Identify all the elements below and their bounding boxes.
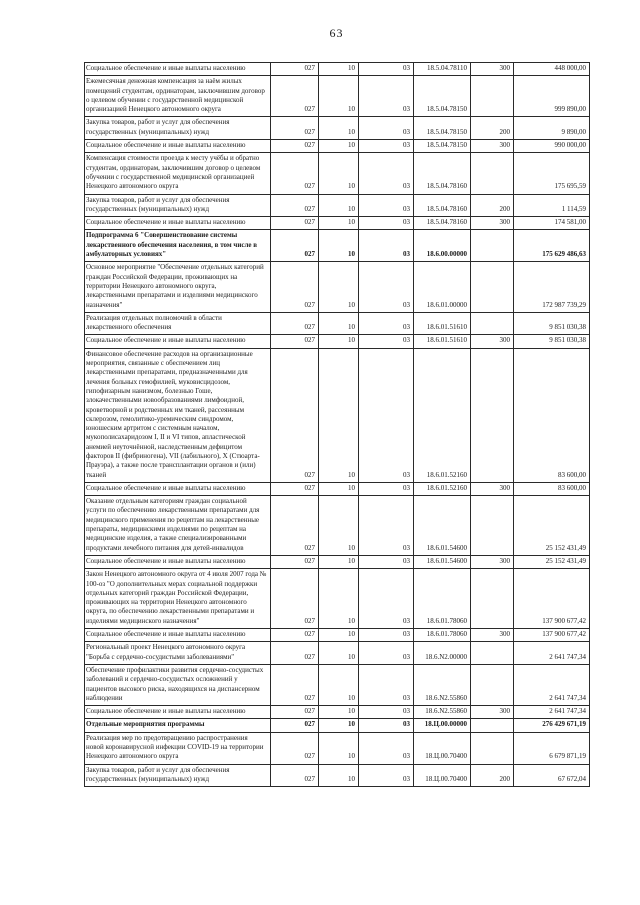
cell-subsection-code: 03 [359,482,414,495]
cell-section-code: 10 [319,642,359,665]
cell-description: Оказание отдельным категориям граждан социальной услуги по обеспечению лекарственными препаратами для медицинского применения по рецептам на лекарственные препараты, медицинскими изделиями по рецептам на медицинские изделия, а также специализированными продуктами лечебного питания для детей-инвалидов [85,496,271,556]
cell-subsection-code: 03 [359,153,414,194]
table-row [85,629,590,642]
cell-section-code: 10 [319,335,359,348]
cell-description: Отдельные мероприятия программы [85,719,271,732]
cell-target-article-code: 18.6.01.52160 [414,482,471,495]
cell-subsection-code: 03 [359,706,414,719]
cell-amount: 137 900 677,42 [514,629,590,642]
cell-expense-type-code: 300 [471,555,514,568]
cell-grbs-code: 027 [271,706,319,719]
cell-section-code: 10 [319,117,359,140]
cell-expense-type-code: 300 [471,482,514,495]
cell-target-article-code: 18.6.01.00000 [414,262,471,312]
cell-section-code: 10 [319,140,359,153]
cell-subsection-code: 03 [359,569,414,629]
cell-target-article-code: 18.5.04.78110 [414,63,471,76]
cell-subsection-code: 03 [359,555,414,568]
cell-grbs-code: 027 [271,348,319,482]
cell-section-code: 10 [319,63,359,76]
cell-expense-type-code: 200 [471,194,514,217]
cell-description: Социальное обеспечение и иные выплаты населению [85,482,271,495]
cell-description: Компенсация стоимости проезда к месту учёбы и обратно студентам, ординаторам, заключившим договор о целевом обучении с государственной медицинской организацией Ненецкого автономного округа [85,153,271,194]
cell-section-code: 10 [319,262,359,312]
cell-grbs-code: 027 [271,335,319,348]
cell-amount: 175 695,59 [514,153,590,194]
cell-amount: 1 114,59 [514,194,590,217]
cell-expense-type-code [471,732,514,764]
cell-target-article-code: 18.6.01.51610 [414,335,471,348]
cell-target-article-code: 18.5.04.78160 [414,194,471,217]
cell-grbs-code: 027 [271,732,319,764]
cell-expense-type-code [471,664,514,705]
cell-subsection-code: 03 [359,140,414,153]
cell-expense-type-code [471,496,514,556]
cell-description: Социальное обеспечение и иные выплаты населению [85,706,271,719]
cell-subsection-code: 03 [359,262,414,312]
cell-target-article-code: 18.6.01.52160 [414,348,471,482]
cell-subsection-code: 03 [359,719,414,732]
budget-table-body [85,63,590,787]
cell-amount: 25 152 431,49 [514,496,590,556]
cell-section-code: 10 [319,496,359,556]
cell-subsection-code: 03 [359,117,414,140]
cell-subsection-code: 03 [359,642,414,665]
cell-amount: 2 641 747,34 [514,642,590,665]
table-row [85,642,590,665]
table-row [85,719,590,732]
cell-expense-type-code [471,262,514,312]
cell-expense-type-code [471,569,514,629]
cell-subsection-code: 03 [359,312,414,335]
cell-expense-type-code: 200 [471,764,514,787]
cell-target-article-code: 18.6.00.00000 [414,230,471,262]
cell-amount: 174 581,00 [514,217,590,230]
cell-target-article-code: 18.6.01.51610 [414,312,471,335]
cell-grbs-code: 027 [271,153,319,194]
cell-grbs-code: 027 [271,312,319,335]
cell-target-article-code: 18.5.04.78160 [414,153,471,194]
cell-grbs-code: 027 [271,719,319,732]
cell-amount: 83 600,00 [514,482,590,495]
cell-description: Основное мероприятие "Обеспечение отдельных категорий граждан Российской Федерации, проживающих на территории Ненецкого автономного округа, лекарственными препаратами и изделиями медицинского назначения" [85,262,271,312]
cell-target-article-code: 18.6.01.54600 [414,496,471,556]
cell-grbs-code: 027 [271,764,319,787]
cell-description: Социальное обеспечение и иные выплаты населению [85,217,271,230]
cell-amount: 175 629 486,63 [514,230,590,262]
cell-expense-type-code: 300 [471,629,514,642]
cell-grbs-code: 027 [271,629,319,642]
cell-description: Социальное обеспечение и иные выплаты населению [85,555,271,568]
cell-expense-type-code [471,312,514,335]
cell-description: Закупка товаров, работ и услуг для обеспечения государственных (муниципальных) нужд [85,194,271,217]
cell-expense-type-code [471,642,514,665]
cell-amount: 990 000,00 [514,140,590,153]
cell-subsection-code: 03 [359,217,414,230]
cell-target-article-code: 18.5.04.78150 [414,76,471,117]
cell-description: Закупка товаров, работ и услуг для обеспечения государственных (муниципальных) нужд [85,117,271,140]
table-row [85,153,590,194]
cell-description: Закон Ненецкого автономного округа от 4 июля 2007 года № 100-оз "О дополнительных мерах социальной поддержки отдельных категорий граждан Российской Федерации, проживающих на территории Ненецкого автономного округа, по обеспечению лекарственными препаратами и изделиями медицинского назначения" [85,569,271,629]
cell-expense-type-code: 300 [471,217,514,230]
table-row [85,764,590,787]
table-row [85,117,590,140]
cell-description: Реализация мер по предотвращению распространения новой коронавирусной инфекции COVID-19 на территории Ненецкого автономного округа [85,732,271,764]
cell-amount: 2 641 747,34 [514,664,590,705]
table-row [85,496,590,556]
cell-section-code: 10 [319,629,359,642]
cell-description: Обеспечение профилактики развития сердечно-сосудистых заболеваний и сердечно-сосудистых осложнений у пациентов высокого риска, находящихся на диспансерном наблюдении [85,664,271,705]
table-row [85,262,590,312]
cell-description: Социальное обеспечение и иные выплаты населению [85,335,271,348]
cell-amount: 137 900 677,42 [514,569,590,629]
cell-grbs-code: 027 [271,262,319,312]
table-row [85,348,590,482]
cell-target-article-code: 18.6.01.54600 [414,555,471,568]
cell-grbs-code: 027 [271,76,319,117]
cell-description: Социальное обеспечение и иные выплаты населению [85,629,271,642]
table-row [85,555,590,568]
cell-description: Финансовое обеспечение расходов на организационные мероприятия, связанные с обеспечением лиц лекарственными препаратами, предназначенными для лечения больных гемофилией, муковисцидозом, гипофизарным нанизмом, болезнью Гоше, злокачественными новообразованиями лимфоидной, кроветворной и родственных им тканей, рассеянным склерозом, гемолитико-уремическим синдромом, юношеским артритом с системным началом, мукополисахаридозом I, II и VI типов, апластической анемией неуточнённой, наследственным дефицитом факторов II (фибриногена), VII (лабильного), X (Стюарта-Прауэра), а также после трансплантации органов и (или) тканей [85,348,271,482]
cell-subsection-code: 03 [359,76,414,117]
cell-section-code: 10 [319,664,359,705]
cell-description: Региональный проект Ненецкого автономного округа "Борьба с сердечно-сосудистыми заболеваниями" [85,642,271,665]
cell-target-article-code: 18.6.01.78060 [414,569,471,629]
cell-grbs-code: 027 [271,569,319,629]
cell-expense-type-code: 300 [471,706,514,719]
cell-amount: 9 851 030,38 [514,335,590,348]
cell-subsection-code: 03 [359,348,414,482]
cell-description: Социальное обеспечение и иные выплаты населению [85,140,271,153]
cell-grbs-code: 027 [271,194,319,217]
cell-subsection-code: 03 [359,63,414,76]
cell-target-article-code: 18.Ц.00.00000 [414,719,471,732]
cell-expense-type-code [471,76,514,117]
cell-description: Закупка товаров, работ и услуг для обеспечения государственных (муниципальных) нужд [85,764,271,787]
cell-amount: 172 987 739,29 [514,262,590,312]
cell-section-code: 10 [319,555,359,568]
cell-subsection-code: 03 [359,230,414,262]
cell-subsection-code: 03 [359,629,414,642]
cell-amount: 67 672,04 [514,764,590,787]
table-row [85,217,590,230]
cell-description: Ежемесячная денежная компенсация за наём жилых помещений студентам, ординаторам, заключившим договор о целевом обучении с государственной медицинской организацией Ненецкого автономного округа [85,76,271,117]
table-row [85,194,590,217]
table-row [85,312,590,335]
table-row [85,482,590,495]
cell-grbs-code: 027 [271,555,319,568]
cell-section-code: 10 [319,764,359,787]
cell-grbs-code: 027 [271,117,319,140]
cell-amount: 999 890,00 [514,76,590,117]
cell-target-article-code: 18.6.01.78060 [414,629,471,642]
cell-subsection-code: 03 [359,194,414,217]
table-row [85,76,590,117]
cell-amount: 2 641 747,34 [514,706,590,719]
page-number: 63 [329,26,344,40]
table-row [85,140,590,153]
cell-amount: 6 679 871,19 [514,732,590,764]
cell-section-code: 10 [319,76,359,117]
cell-target-article-code: 18.Ц.00.70400 [414,732,471,764]
cell-section-code: 10 [319,569,359,629]
cell-target-article-code: 18.5.04.78150 [414,140,471,153]
table-row [85,664,590,705]
cell-grbs-code: 027 [271,140,319,153]
cell-amount: 9 890,00 [514,117,590,140]
cell-amount: 9 851 030,38 [514,312,590,335]
cell-target-article-code: 18.5.04.78160 [414,217,471,230]
cell-subsection-code: 03 [359,764,414,787]
cell-section-code: 10 [319,217,359,230]
cell-section-code: 10 [319,706,359,719]
cell-section-code: 10 [319,230,359,262]
cell-section-code: 10 [319,153,359,194]
cell-target-article-code: 18.5.04.78150 [414,117,471,140]
cell-target-article-code: 18.6.N2.00000 [414,642,471,665]
cell-grbs-code: 027 [271,664,319,705]
cell-description: Социальное обеспечение и иные выплаты населению [85,63,271,76]
budget-table [84,62,590,787]
cell-expense-type-code: 300 [471,140,514,153]
cell-amount: 25 152 431,49 [514,555,590,568]
cell-section-code: 10 [319,312,359,335]
cell-section-code: 10 [319,719,359,732]
table-row [85,732,590,764]
table-row [85,569,590,629]
cell-amount: 83 600,00 [514,348,590,482]
cell-amount: 276 429 671,19 [514,719,590,732]
cell-subsection-code: 03 [359,732,414,764]
cell-section-code: 10 [319,482,359,495]
cell-section-code: 10 [319,194,359,217]
cell-expense-type-code: 200 [471,117,514,140]
table-row [85,63,590,76]
cell-target-article-code: 18.Ц.00.70400 [414,764,471,787]
cell-target-article-code: 18.6.N2.55860 [414,706,471,719]
cell-grbs-code: 027 [271,63,319,76]
cell-grbs-code: 027 [271,230,319,262]
cell-expense-type-code: 300 [471,63,514,76]
cell-expense-type-code: 300 [471,335,514,348]
cell-target-article-code: 18.6.N2.55860 [414,664,471,705]
cell-grbs-code: 027 [271,217,319,230]
cell-amount: 448 000,00 [514,63,590,76]
cell-grbs-code: 027 [271,482,319,495]
cell-description: Подпрограмма 6 "Совершенствование системы лекарственного обеспечения населения, в том числе в амбулаторных условиях" [85,230,271,262]
cell-section-code: 10 [319,348,359,482]
cell-description: Реализация отдельных полномочий в области лекарственного обеспечения [85,312,271,335]
cell-grbs-code: 027 [271,642,319,665]
cell-subsection-code: 03 [359,335,414,348]
cell-expense-type-code [471,230,514,262]
table-row [85,706,590,719]
cell-subsection-code: 03 [359,664,414,705]
cell-expense-type-code [471,348,514,482]
cell-expense-type-code [471,153,514,194]
table-row [85,230,590,262]
cell-grbs-code: 027 [271,496,319,556]
cell-expense-type-code [471,719,514,732]
cell-subsection-code: 03 [359,496,414,556]
table-row [85,335,590,348]
cell-section-code: 10 [319,732,359,764]
